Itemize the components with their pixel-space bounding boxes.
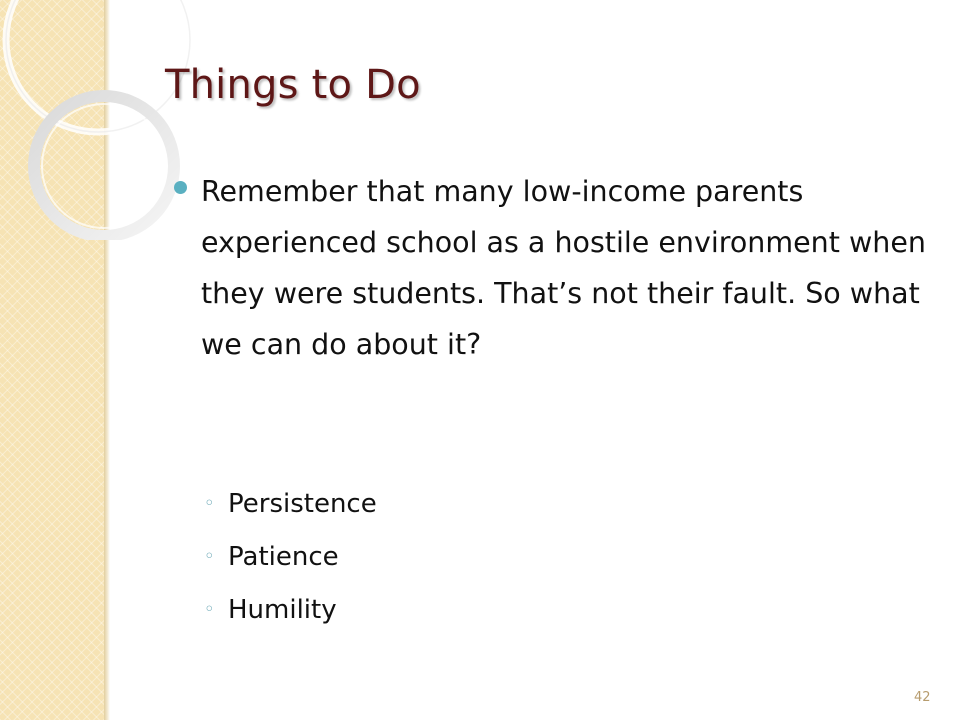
sub-bullet-label: Patience bbox=[228, 542, 339, 572]
ring-bullet-icon: ◦ bbox=[204, 493, 215, 514]
sub-bullet-item bbox=[204, 484, 377, 537]
sub-bullet-list bbox=[204, 484, 377, 643]
page-number: 42 bbox=[914, 690, 931, 705]
ring-small bbox=[34, 96, 174, 236]
bullet-dot-icon bbox=[174, 181, 187, 194]
ring-large-shadow bbox=[6, 0, 190, 132]
decorative-rings bbox=[0, 0, 200, 240]
slide-title: Things to Do bbox=[165, 62, 421, 108]
main-bullet-text: Remember that many low-income parents experienced school as a hostile environment when they were students. That’s not their fault. So what we can do about it? bbox=[201, 175, 926, 361]
ring-large-outline bbox=[6, 0, 190, 132]
sub-bullet-item bbox=[204, 537, 377, 590]
ring-bullet-icon: ◦ bbox=[204, 599, 215, 620]
ring-bullet-icon: ◦ bbox=[204, 546, 215, 567]
sub-bullet-label: Persistence bbox=[228, 489, 377, 519]
ring-small-highlight bbox=[42, 104, 166, 228]
sub-bullet-item bbox=[204, 590, 377, 643]
sub-bullet-label: Humility bbox=[228, 595, 337, 625]
main-bullet bbox=[172, 166, 932, 370]
